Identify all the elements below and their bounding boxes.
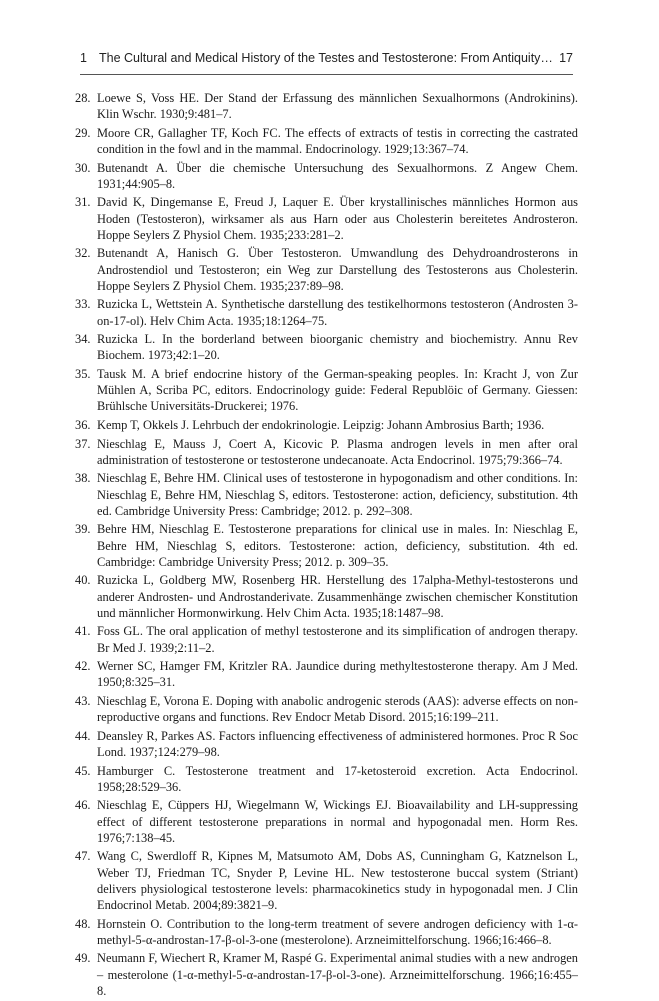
reference-list (75, 90, 578, 1001)
reference-item (75, 331, 578, 363)
reference-item (75, 366, 578, 415)
reference-number: 42. (75, 659, 91, 674)
reference-item (75, 160, 578, 192)
reference-item (75, 728, 578, 760)
reference-number: 40. (75, 573, 91, 588)
reference-number: 35. (75, 366, 91, 381)
reference-text: Nieschlag E, Vorona E. Doping with anabolic androgenic sterods (AAS): adverse effects on non-reproductive organs and functions. Rev Endocr Metab Disord. 2015;16:199–211. (97, 693, 578, 725)
reference-text: Ruzicka L. In the borderland between bioorganic chemistry and biochemistry. Annu Rev Biochem. 1973;42:1–20. (97, 332, 578, 363)
page-number: 17 (559, 51, 573, 65)
chapter-number: 1 (80, 51, 87, 65)
reference-number: 32. (75, 246, 91, 261)
reference-item (75, 763, 578, 795)
reference-text: Nieschlag E, Cüppers HJ, Wiegelmann W, Wickings EJ. Bioavailability and LH-suppressing effect of different testosterone preparations in normal and hypogonadal men. Horm Res. 1976;7:138–45. (97, 798, 578, 845)
reference-item (75, 296, 578, 328)
reference-number: 28. (75, 91, 91, 105)
reference-text: Deansley R, Parkes AS. Factors influencing effectiveness of administered hormones. Proc R Soc Lond. 1937;124:279–98. (97, 728, 578, 759)
reference-text: David K, Dingemanse E, Freud J, Laquer E. Über krystallinisches männliches Hormon aus Hoden (Testosteron), wirksamer als aus Harn oder aus Cholesterin bereitetes Androsteron. Hoppe Seylers Z Physiol Chem. 1935;233:281–2. (97, 195, 578, 242)
reference-number: 49. (75, 951, 91, 966)
reference-number: 47. (75, 849, 91, 864)
reference-item (75, 436, 578, 468)
reference-item (75, 797, 578, 846)
reference-text: Butenandt A, Hanisch G. Über Testosteron. Umwandlung des Dehydroandrosterons in Androstendiol und Testosteron; ein Weg zur Darstellung des Testosterons aus Cholesterin. Hoppe Seylers Z Physiol Chem. 1935;237:89–98. (97, 246, 578, 293)
reference-text: Hamburger C. Testosterone treatment and 17-ketosteroid excretion. Acta Endocrinol. 1958;28:529–36. (97, 763, 578, 794)
reference-item (75, 470, 578, 519)
reference-item (75, 521, 578, 570)
running-title: The Cultural and Medical History of the Testes and Testosterone: From Antiquity… (99, 51, 553, 65)
reference-text: Foss GL. The oral application of methyl testosterone and its simplification of androgen therapy. Br Med J. 1939;2:11–2. (97, 624, 578, 655)
reference-text: Nieschlag E, Mauss J, Coert A, Kicovic P. Plasma androgen levels in men after oral administration of testosterone or testosterone undecanoate. Acta Endocrinol. 1975;79:366–74. (97, 436, 578, 467)
reference-number: 41. (75, 624, 91, 639)
reference-number: 39. (75, 522, 91, 537)
reference-number: 34. (75, 332, 91, 347)
reference-number: 31. (75, 195, 91, 210)
header-rule (80, 74, 573, 75)
reference-item (75, 572, 578, 621)
reference-item (75, 950, 578, 999)
reference-number: 48. (75, 916, 91, 931)
reference-text: Butenandt A. Über die chemische Untersuchung des Sexualhormons. Z Angew Chem. 1931;44:905–8. (97, 160, 578, 191)
reference-text: Nieschlag E, Behre HM. Clinical uses of testosterone in hypogonadism and other conditions. In: Nieschlag E, Behre HM, Nieschlag S, editors. Testosterone: action, deficiency, substitution. 4th ed. Cambridge University Press: Cambridge; 2012. p. 292–308. (97, 471, 578, 518)
reference-item (75, 693, 578, 725)
reference-number: 43. (75, 693, 91, 708)
reference-number: 36. (75, 417, 91, 432)
reference-number: 37. (75, 436, 91, 451)
reference-text: Moore CR, Gallagher TF, Koch FC. The effects of extracts of testis in correcting the castrated condition in the fowl and in the mammal. Endocrinology. 1929;13:367–74. (97, 125, 578, 156)
reference-number: 33. (75, 297, 91, 312)
reference-text: Behre HM, Nieschlag E. Testosterone preparations for clinical use in males. In: Nieschlag E, Behre HM, Nieschlag S, editors. Testosterone: action, deficiency, substitution. 4th ed. Cambridge: Cambridge University Press; 2012. p. 309–35. (97, 522, 578, 569)
reference-item (75, 623, 578, 655)
reference-text: Tausk M. A brief endocrine history of the German-speaking peoples. In: Kracht J, von Zur Mühlen A, Scriba PC, editors. Endocrinology guide: Federal Republöic of Germany. Giessen: Brühlsche Universitäts-Druckerei; 1976. (97, 366, 578, 414)
reference-text: Loewe S, Voss HE. Der Stand der Erfassung des männlichen Sexualhormons (Androkinins). Klin Wschr. 1930;9:481–7. (97, 91, 578, 122)
running-header (80, 51, 573, 71)
reference-text: Hornstein O. Contribution to the long-term treatment of severe androgen deficiency with 1-α-methyl-5-α-androstan-17-β-ol-3-one (mesterolone). Arzneimittelforschung. 1966;16:466–8. (97, 916, 578, 947)
reference-item (75, 658, 578, 690)
reference-text: Neumann F, Wiechert R, Kramer M, Raspé G. Experimental animal studies with a new androgen – mesterolone (1-α-methyl-5-α-androstan-17-β-ol-3-one). Arzneimittelforschung. 1966;16:455–8. (97, 951, 578, 998)
reference-number: 38. (75, 471, 91, 486)
reference-number: 45. (75, 763, 91, 778)
reference-number: 46. (75, 798, 91, 813)
reference-item (75, 916, 578, 948)
reference-text: Ruzicka L, Wettstein A. Synthetische darstellung des testikelhormons testosteron (Androsten 3-on-17-ol). Helv Chim Acta. 1935;18:1264–75. (97, 297, 578, 328)
reference-text: Wang C, Swerdloff R, Kipnes M, Matsumoto AM, Dobs AS, Cunningham G, Katznelson L, Weber TJ, Friedman TC, Snyder P, Levine HL. New testosterone buccal system (Striant) delivers physiological testosterone levels: pharmacokinetics study in hypogonadal men. J Clin Endocrinol Metab. 2004;89:3821–9. (97, 849, 578, 912)
reference-item (75, 848, 578, 913)
reference-item (75, 417, 578, 433)
reference-item (75, 245, 578, 294)
reference-text: Kemp T, Okkels J. Lehrbuch der endokrinologie. Leipzig: Johann Ambrosius Barth; 1936. (97, 417, 545, 432)
reference-number: 30. (75, 160, 91, 175)
reference-item (75, 125, 578, 157)
reference-text: Werner SC, Hamger FM, Kritzler RA. Jaundice during methyltestosterone therapy. Am J Med. 1950;8:325–31. (97, 659, 578, 690)
reference-number: 44. (75, 728, 91, 743)
reference-item (75, 90, 578, 122)
reference-number: 29. (75, 125, 91, 140)
reference-item (75, 194, 578, 243)
reference-text: Ruzicka L, Goldberg MW, Rosenberg HR. Herstellung des 17alpha-Methyl-testosterons und anderer Androsten- und Androstanderivate. Zusammenhänge zwischen chemischer Konstitution und männlicher Hormonwirkung. Helv Chim Acta. 1935;18:1487–98. (97, 573, 578, 620)
